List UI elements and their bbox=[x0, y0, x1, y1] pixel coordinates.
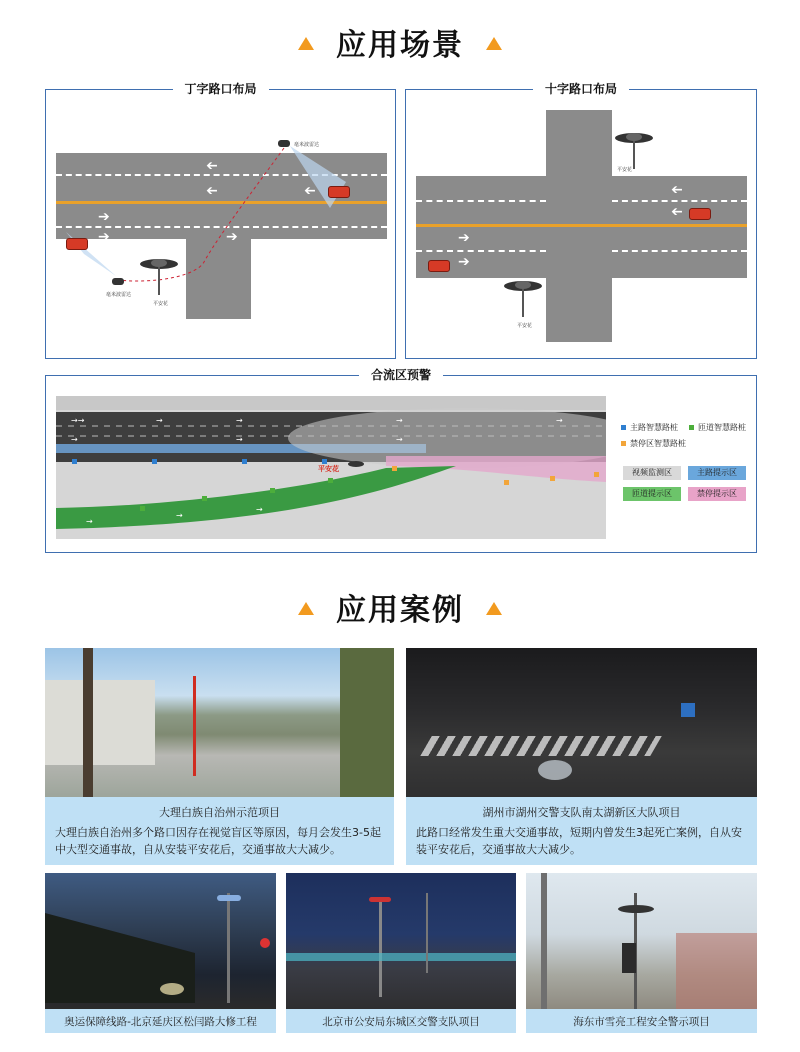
tree-shape bbox=[340, 648, 394, 797]
case-title: 北京市公安局东城区交警支队项目 bbox=[322, 1016, 480, 1028]
lamp-icon bbox=[138, 256, 180, 298]
svg-text:→: → bbox=[86, 517, 93, 526]
radar-icon bbox=[112, 278, 124, 285]
legend-swatch bbox=[689, 425, 694, 430]
lamp-pole bbox=[379, 897, 382, 997]
arrow-left-icon: ➔ bbox=[206, 183, 218, 199]
sign-shape bbox=[260, 938, 270, 948]
building-shape bbox=[45, 680, 155, 765]
car-icon bbox=[689, 208, 711, 220]
lamp-pole bbox=[193, 676, 196, 776]
arrow-left-icon: ➔ bbox=[206, 158, 218, 174]
svg-text:→: → bbox=[236, 416, 243, 425]
triangle-icon bbox=[298, 37, 314, 50]
svg-text:→: → bbox=[556, 416, 563, 425]
lamp-pole bbox=[227, 893, 230, 1003]
guardrail-light bbox=[286, 953, 516, 961]
case-photo-haidong bbox=[526, 873, 757, 1009]
svg-text:→: → bbox=[156, 416, 163, 425]
case-description: 大理白族自治州多个路口因存在视觉盲区等原因，每月会发生3-5起中大型交通事故，自从安装平安花后，交通事故大大减少。 bbox=[55, 826, 381, 856]
lane-marking bbox=[612, 250, 747, 252]
projection-shape bbox=[538, 760, 572, 780]
lane-marking bbox=[416, 200, 546, 202]
legend-text: 匝道智慧路桩 bbox=[698, 423, 746, 432]
cross-junction-panel bbox=[405, 82, 757, 359]
svg-text:→: → bbox=[176, 511, 183, 520]
case-title: 奥运保障线路-北京延庆区松闫路大修工程 bbox=[64, 1016, 257, 1028]
svg-text:→: → bbox=[236, 435, 243, 444]
lamp-head bbox=[618, 905, 654, 913]
lamp-head bbox=[369, 897, 391, 902]
zone-no-stop-warning: 禁停提示区 bbox=[688, 487, 746, 501]
legend-ramp-pile bbox=[689, 422, 746, 433]
arrow-right-icon: ➔ bbox=[98, 229, 110, 245]
panel-label: 十字路口布局 bbox=[533, 80, 629, 97]
case-description: 此路口经常发生重大交通事故，短期内曾发生3起死亡案例，自从安装平安花后，交通事故大大减少。 bbox=[416, 826, 742, 856]
zone-video-monitoring: 视频监测区 bbox=[623, 466, 681, 480]
panel-label: 合流区预警 bbox=[359, 366, 443, 383]
svg-text:→: → bbox=[256, 505, 263, 514]
triangle-icon bbox=[486, 37, 502, 50]
legend-text: 禁停区智慧路桩 bbox=[630, 439, 686, 448]
radar-label: 毫米波雷达 bbox=[294, 142, 320, 148]
arrow-right-icon: ➔ bbox=[98, 209, 110, 225]
sign-shape bbox=[681, 703, 695, 717]
crosswalk-shape bbox=[420, 736, 662, 756]
case-photo-yanqing bbox=[45, 873, 276, 1009]
lamp-label: 平安花 bbox=[517, 323, 533, 329]
svg-text:→: → bbox=[396, 435, 403, 444]
triangle-icon bbox=[298, 602, 314, 615]
triangle-icon bbox=[486, 602, 502, 615]
case-title: 湖州市湖州交警支队南太湖新区大队项目 bbox=[482, 806, 681, 819]
case-caption-dali bbox=[45, 797, 394, 865]
zone-main-road-warning: 主路提示区 bbox=[688, 466, 746, 480]
legend-text: 主路智慧路桩 bbox=[630, 423, 678, 432]
lamp-label: 平安花 bbox=[153, 301, 169, 307]
center-line bbox=[416, 224, 747, 227]
section-title-cases bbox=[0, 585, 800, 629]
panel-label: 丁字路口布局 bbox=[172, 80, 268, 97]
case-caption-huzhou bbox=[406, 797, 757, 865]
case-photo-dali bbox=[45, 648, 394, 797]
case-photo-dongcheng bbox=[286, 873, 516, 1009]
legend-swatch bbox=[621, 441, 626, 446]
lamp-label: 平安花 bbox=[617, 167, 633, 173]
legend-no-stop-pile bbox=[621, 438, 686, 449]
street-light-pole bbox=[426, 893, 428, 973]
t-junction-panel bbox=[45, 82, 396, 359]
radar-label: 毫米波雷达 bbox=[106, 292, 132, 298]
case-caption-dongcheng bbox=[286, 1009, 516, 1033]
lamp-head bbox=[217, 895, 241, 901]
arrow-left-icon: ➔ bbox=[304, 183, 316, 199]
svg-text:→: → bbox=[396, 416, 403, 425]
merge-zone-panel bbox=[45, 368, 757, 553]
car-icon bbox=[66, 238, 88, 250]
lamp-icon bbox=[502, 278, 544, 320]
radar-coverage-graphic bbox=[46, 90, 395, 358]
arrow-right-icon: ➔ bbox=[458, 254, 470, 270]
section-title-scenarios bbox=[0, 20, 800, 64]
projection-shape bbox=[160, 983, 184, 995]
legend-main-road-pile bbox=[621, 422, 678, 433]
arrow-left-icon: ➔ bbox=[671, 182, 683, 198]
arrow-right-icon: ➔ bbox=[458, 230, 470, 246]
car-icon bbox=[328, 186, 350, 198]
zone-ramp-warning: 匝道提示区 bbox=[623, 487, 681, 501]
section-title-text: 应用案例 bbox=[336, 593, 464, 628]
section-title-text: 应用场景 bbox=[336, 28, 464, 63]
lamp-label: 平安花 bbox=[318, 465, 339, 473]
lane-marking bbox=[612, 200, 747, 202]
lane-marking bbox=[416, 250, 546, 252]
case-caption-haidong bbox=[526, 1009, 757, 1033]
radar-icon bbox=[278, 140, 290, 147]
case-caption-yanqing bbox=[45, 1009, 276, 1033]
pole-shape bbox=[541, 873, 547, 1009]
svg-text:→→: →→ bbox=[71, 416, 85, 425]
building-shape bbox=[676, 933, 757, 1009]
case-title: 大理白族自治州示范项目 bbox=[159, 806, 280, 819]
tree-trunk bbox=[83, 648, 93, 797]
arrow-right-icon: ➔ bbox=[226, 229, 238, 245]
svg-text:→: → bbox=[71, 435, 78, 444]
case-photo-huzhou bbox=[406, 648, 757, 797]
car-icon bbox=[428, 260, 450, 272]
arrow-left-icon: ➔ bbox=[671, 204, 683, 220]
signal-box bbox=[622, 943, 636, 973]
legend-swatch bbox=[621, 425, 626, 430]
case-title: 海东市雪亮工程安全警示项目 bbox=[573, 1016, 710, 1028]
